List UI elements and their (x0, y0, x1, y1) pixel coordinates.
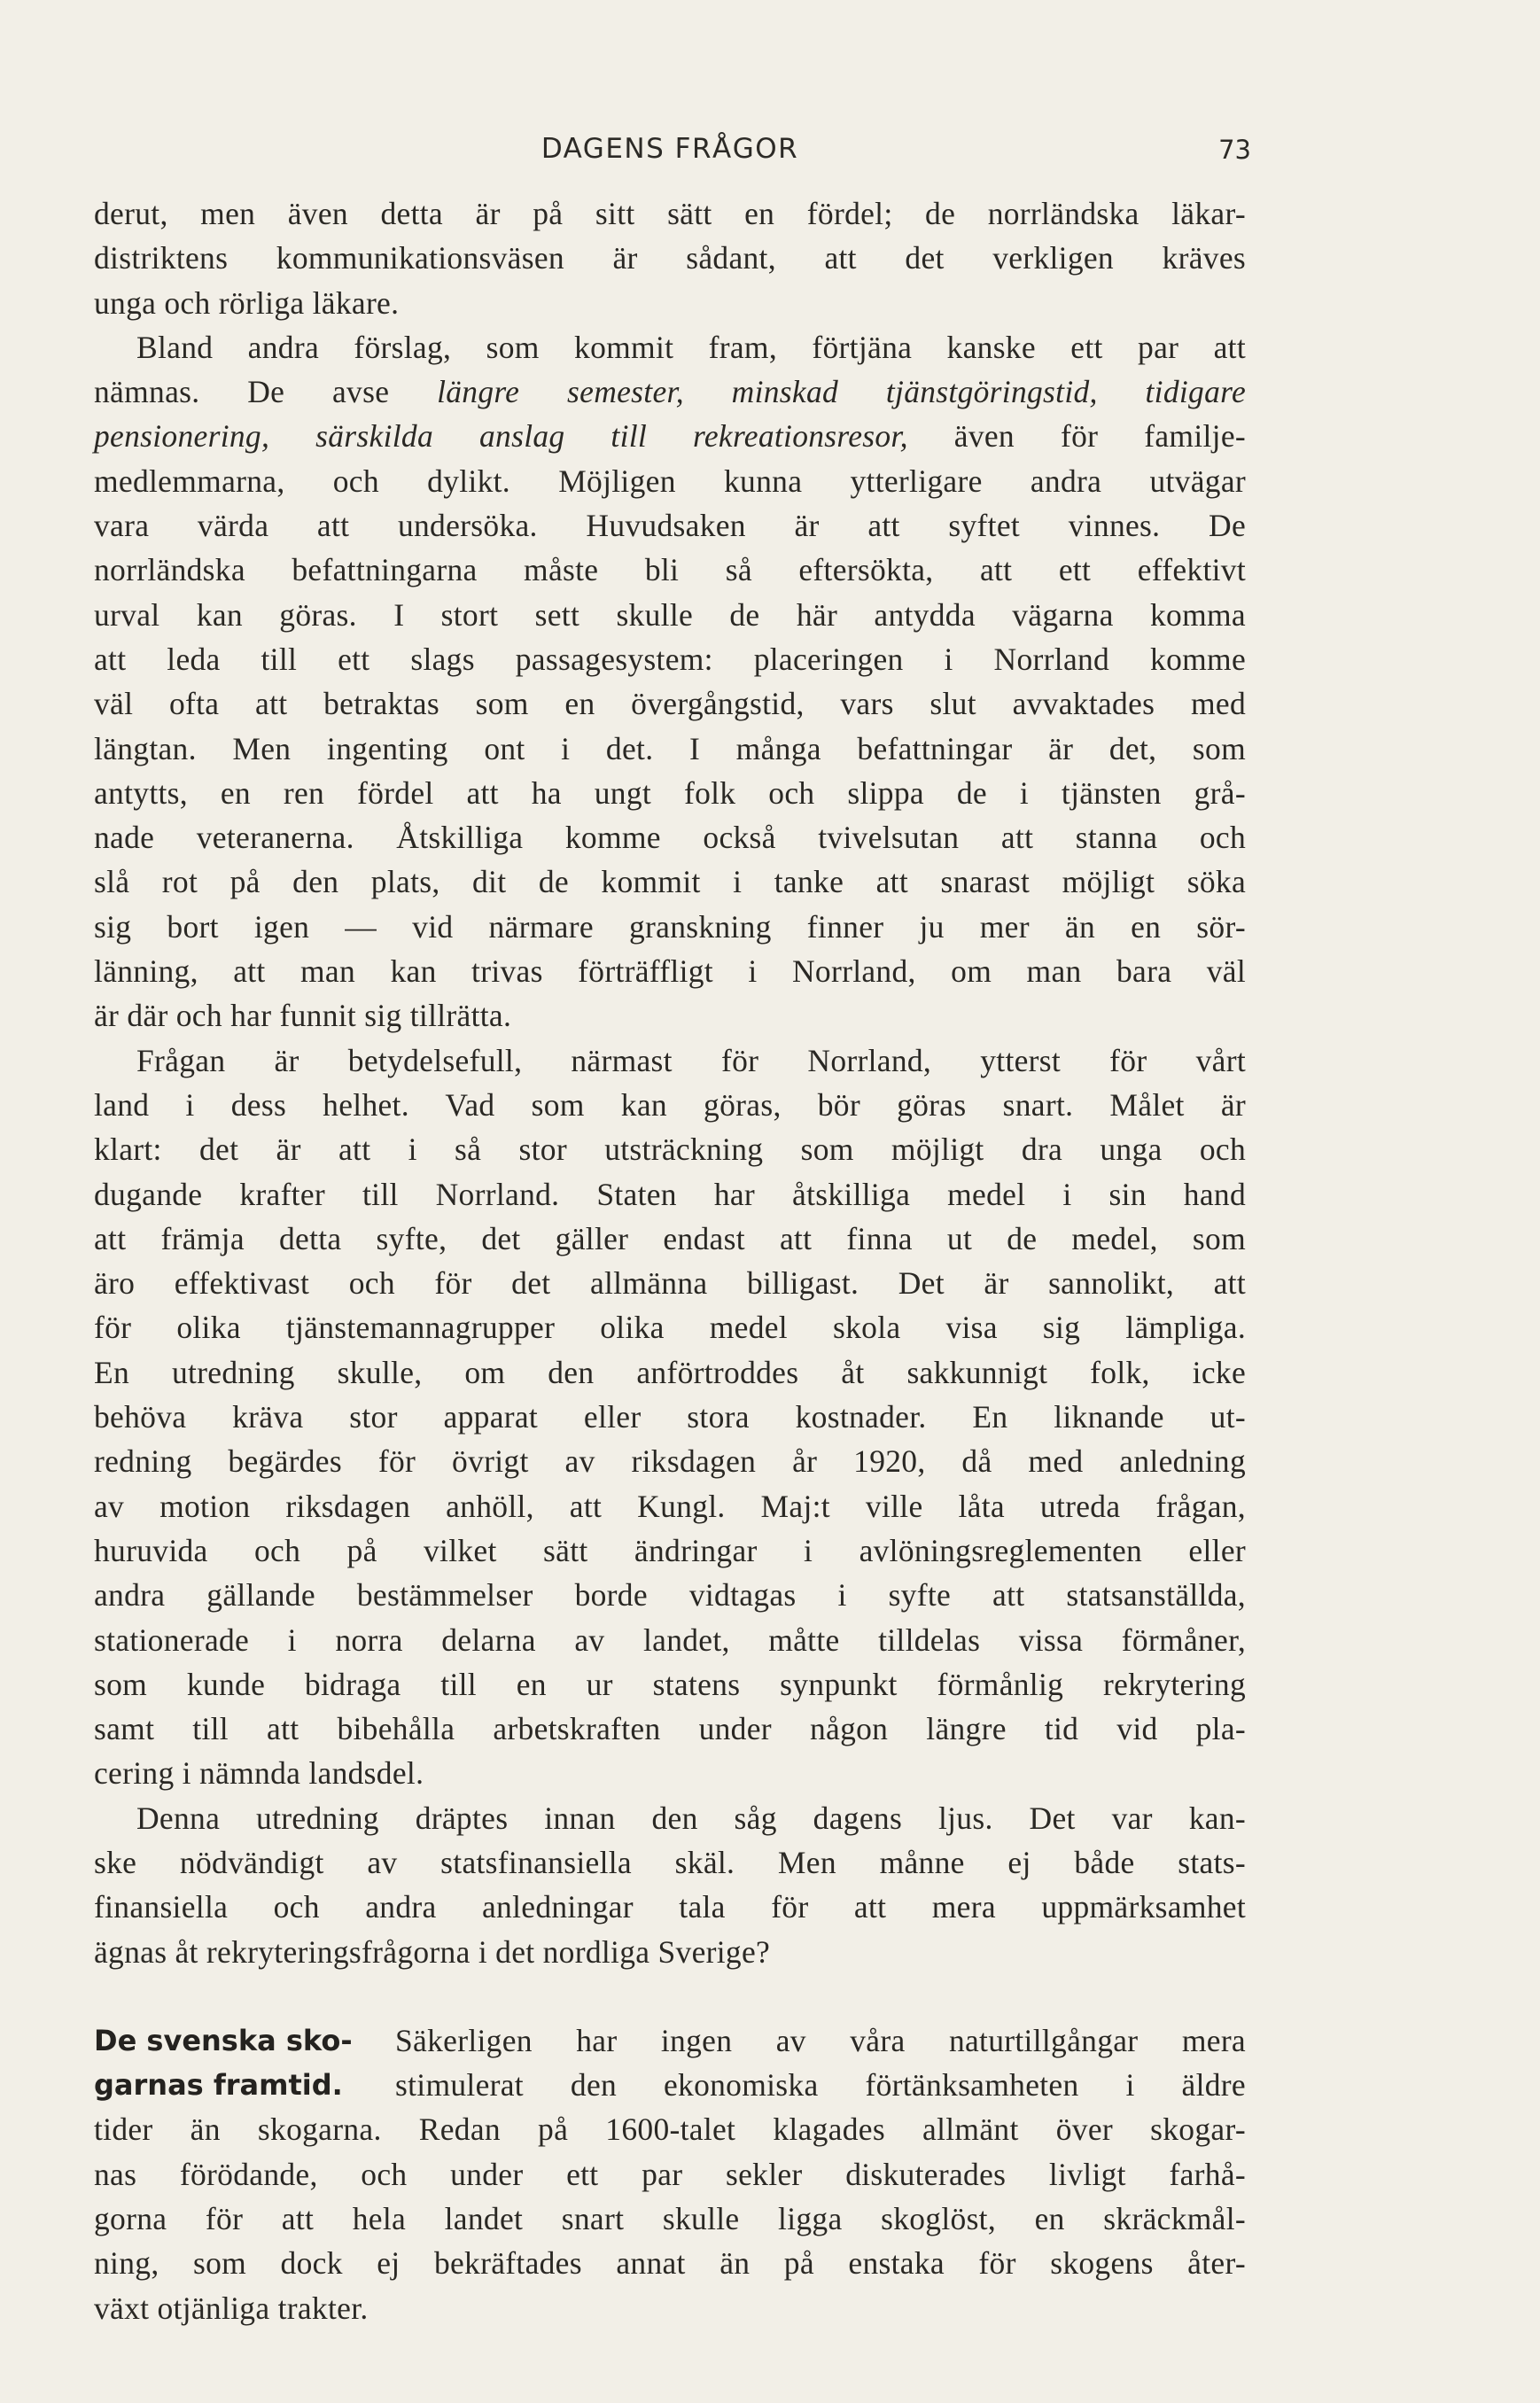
text-line: som kunde bidraga till en ur statens synpunkt förmånlig rekrytering (94, 1666, 1246, 1702)
text-line: behöva kräva stor apparat eller stora kostnader. En liknande ut- (94, 1399, 1246, 1435)
section-heading-line: De svenska sko- (94, 2023, 353, 2057)
text-line: klart: det är att i så stor utsträckning som möjligt dra unga och (94, 1132, 1246, 1168)
text-line: finansiella och andra anledningar tala för att mera uppmärksamhet (94, 1889, 1246, 1925)
text-line: Bland andra förslag, som kommit fram, förtjäna kanske ett par att (136, 329, 1246, 365)
page-number: 73 (1218, 135, 1251, 165)
text-line: gorna för att hela landet snart skulle ligga skoglöst, en skräckmål- (94, 2201, 1246, 2237)
text-line: sig bort igen — vid närmare granskning finner ju mer än en sör- (94, 908, 1246, 945)
text-line: vara värda att undersöka. Huvudsaken är att syftet vinnes. De (94, 508, 1246, 544)
text-line: distriktens kommunikationsväsen är sådant, att det verkligen kräves (94, 240, 1246, 276)
text-line: är där och har funnit sig tillrätta. (94, 998, 512, 1034)
paragraph-4 (94, 1796, 1246, 1974)
text-line: väl ofta att betraktas som en övergångstid, vars slut avvaktades med (94, 686, 1246, 722)
text-line (94, 369, 1246, 414)
text-line: stimulerat den ekonomiska förtänksamheten i äldre (395, 2067, 1246, 2104)
page-body (94, 191, 1246, 2330)
page-header (94, 133, 1251, 172)
italic-span: pensionering, särskilda anslag till rekreationsresor, (94, 418, 908, 455)
text-line: ning, som dock ej bekräftades annat än på enstaka för skogens åter- (94, 2245, 1246, 2282)
text-line: huruvida och på vilket sätt ändringar i avlöningsreglementen eller (94, 1532, 1246, 1568)
section-heading (94, 2018, 386, 2108)
text-line: ske nödvändigt av statsfinansiella skäl. Men månne ej både stats- (94, 1844, 1246, 1880)
text-line: redning begärdes för övrigt av riksdagen år 1920, då med anledning (94, 1443, 1246, 1480)
text-line: att leda till ett slags passagesystem: placeringen i Norrland komme (94, 641, 1246, 677)
text-line: att främja detta syfte, det gäller endast att finna ut de medel, som (94, 1220, 1246, 1256)
text-span: även för familje- (907, 418, 1246, 455)
text-line: unga och rörliga läkare. (94, 284, 400, 321)
text-line: dugande krafter till Norrland. Staten har åtskilliga medel i sin hand (94, 1176, 1246, 1212)
section-heading-line: garnas framtid. (94, 2068, 343, 2103)
text-line: norrländska befattningarna måste bli så eftersökta, att ett effektivt (94, 552, 1246, 588)
text-line: nade veteranerna. Åtskilliga komme också tvivelsutan att stanna och (94, 820, 1246, 856)
section-spacer (94, 1974, 1246, 2018)
text-line: för olika tjänstemannagrupper olika medel skola visa sig lämpliga. (94, 1310, 1246, 1346)
text-line: En utredning skulle, om den anförtroddes åt sakkunnigt folk, icke (94, 1354, 1246, 1390)
text-line: samt till att bibehålla arbetskraften under någon längre tid vid pla- (94, 1711, 1246, 1747)
text-line: andra gällande bestämmelser borde vidtagas i syfte att statsanställda, (94, 1577, 1246, 1614)
text-line: slå rot på den plats, dit de kommit i tanke att snarast möjligt söka (94, 864, 1246, 900)
text-line: Denna utredning dräptes innan den såg dagens ljus. Det var kan- (136, 1800, 1246, 1836)
text-span: nämnas. De avse (94, 374, 438, 410)
text-line: Säkerligen har ingen av våra naturtillgångar mera (395, 2022, 1246, 2058)
paragraph-2 (94, 325, 1246, 1038)
text-line: äro effektivast och för det allmänna billigast. Det är sannolikt, att (94, 1265, 1246, 1302)
text-line: stationerade i norra delarna av landet, måtte tilldelas vissa förmåner, (94, 1621, 1246, 1658)
text-line (94, 414, 1246, 458)
text-line: ägnas åt rekryteringsfrågorna i det nordliga Sverige? (94, 1933, 771, 1970)
text-line: antytts, en ren fördel att ha ungt folk och slippa de i tjänsten grå- (94, 774, 1246, 811)
text-line: nas förödande, och under ett par sekler diskuterades livligt farhå- (94, 2156, 1246, 2192)
text-line: tider än skogarna. Redan på 1600-talet klagades allmänt över skogar- (94, 2111, 1246, 2148)
text-line: längtan. Men ingenting ont i det. I många befattningar är det, som (94, 730, 1246, 766)
text-line: medlemmarna, och dylikt. Möjligen kunna ytterligare andra utvägar (94, 463, 1246, 499)
text-line: land i dess helhet. Vad som kan göras, bör göras snart. Målet är (94, 1086, 1246, 1123)
text-line: urval kan göras. I stort sett skulle de här antydda vägarna komma (94, 596, 1246, 633)
paragraph-3 (94, 1038, 1246, 1796)
text-line: växt otjänliga trakter. (94, 2290, 369, 2326)
text-line: Frågan är betydelsefull, närmast för Norrland, ytterst för vårt (136, 1042, 1246, 1078)
section-svenska-skogarnas-framtid (94, 2018, 1246, 2330)
text-line: av motion riksdagen anhöll, att Kungl. Maj:t ville låta utreda frågan, (94, 1488, 1246, 1524)
text-line: derut, men även detta är på sitt sätt en fördel; de norrländska läkar- (94, 196, 1246, 231)
paragraph-1 (94, 191, 1246, 325)
text-line: cering i nämnda landsdel. (94, 1755, 424, 1792)
italic-span: längre semester, minskad tjänstgöringstid, tidigare (437, 374, 1246, 410)
text-line: länning, att man kan trivas förträffligt i Norrland, om man bara väl (94, 953, 1246, 990)
running-title: DAGENS FRÅGOR (541, 133, 799, 165)
